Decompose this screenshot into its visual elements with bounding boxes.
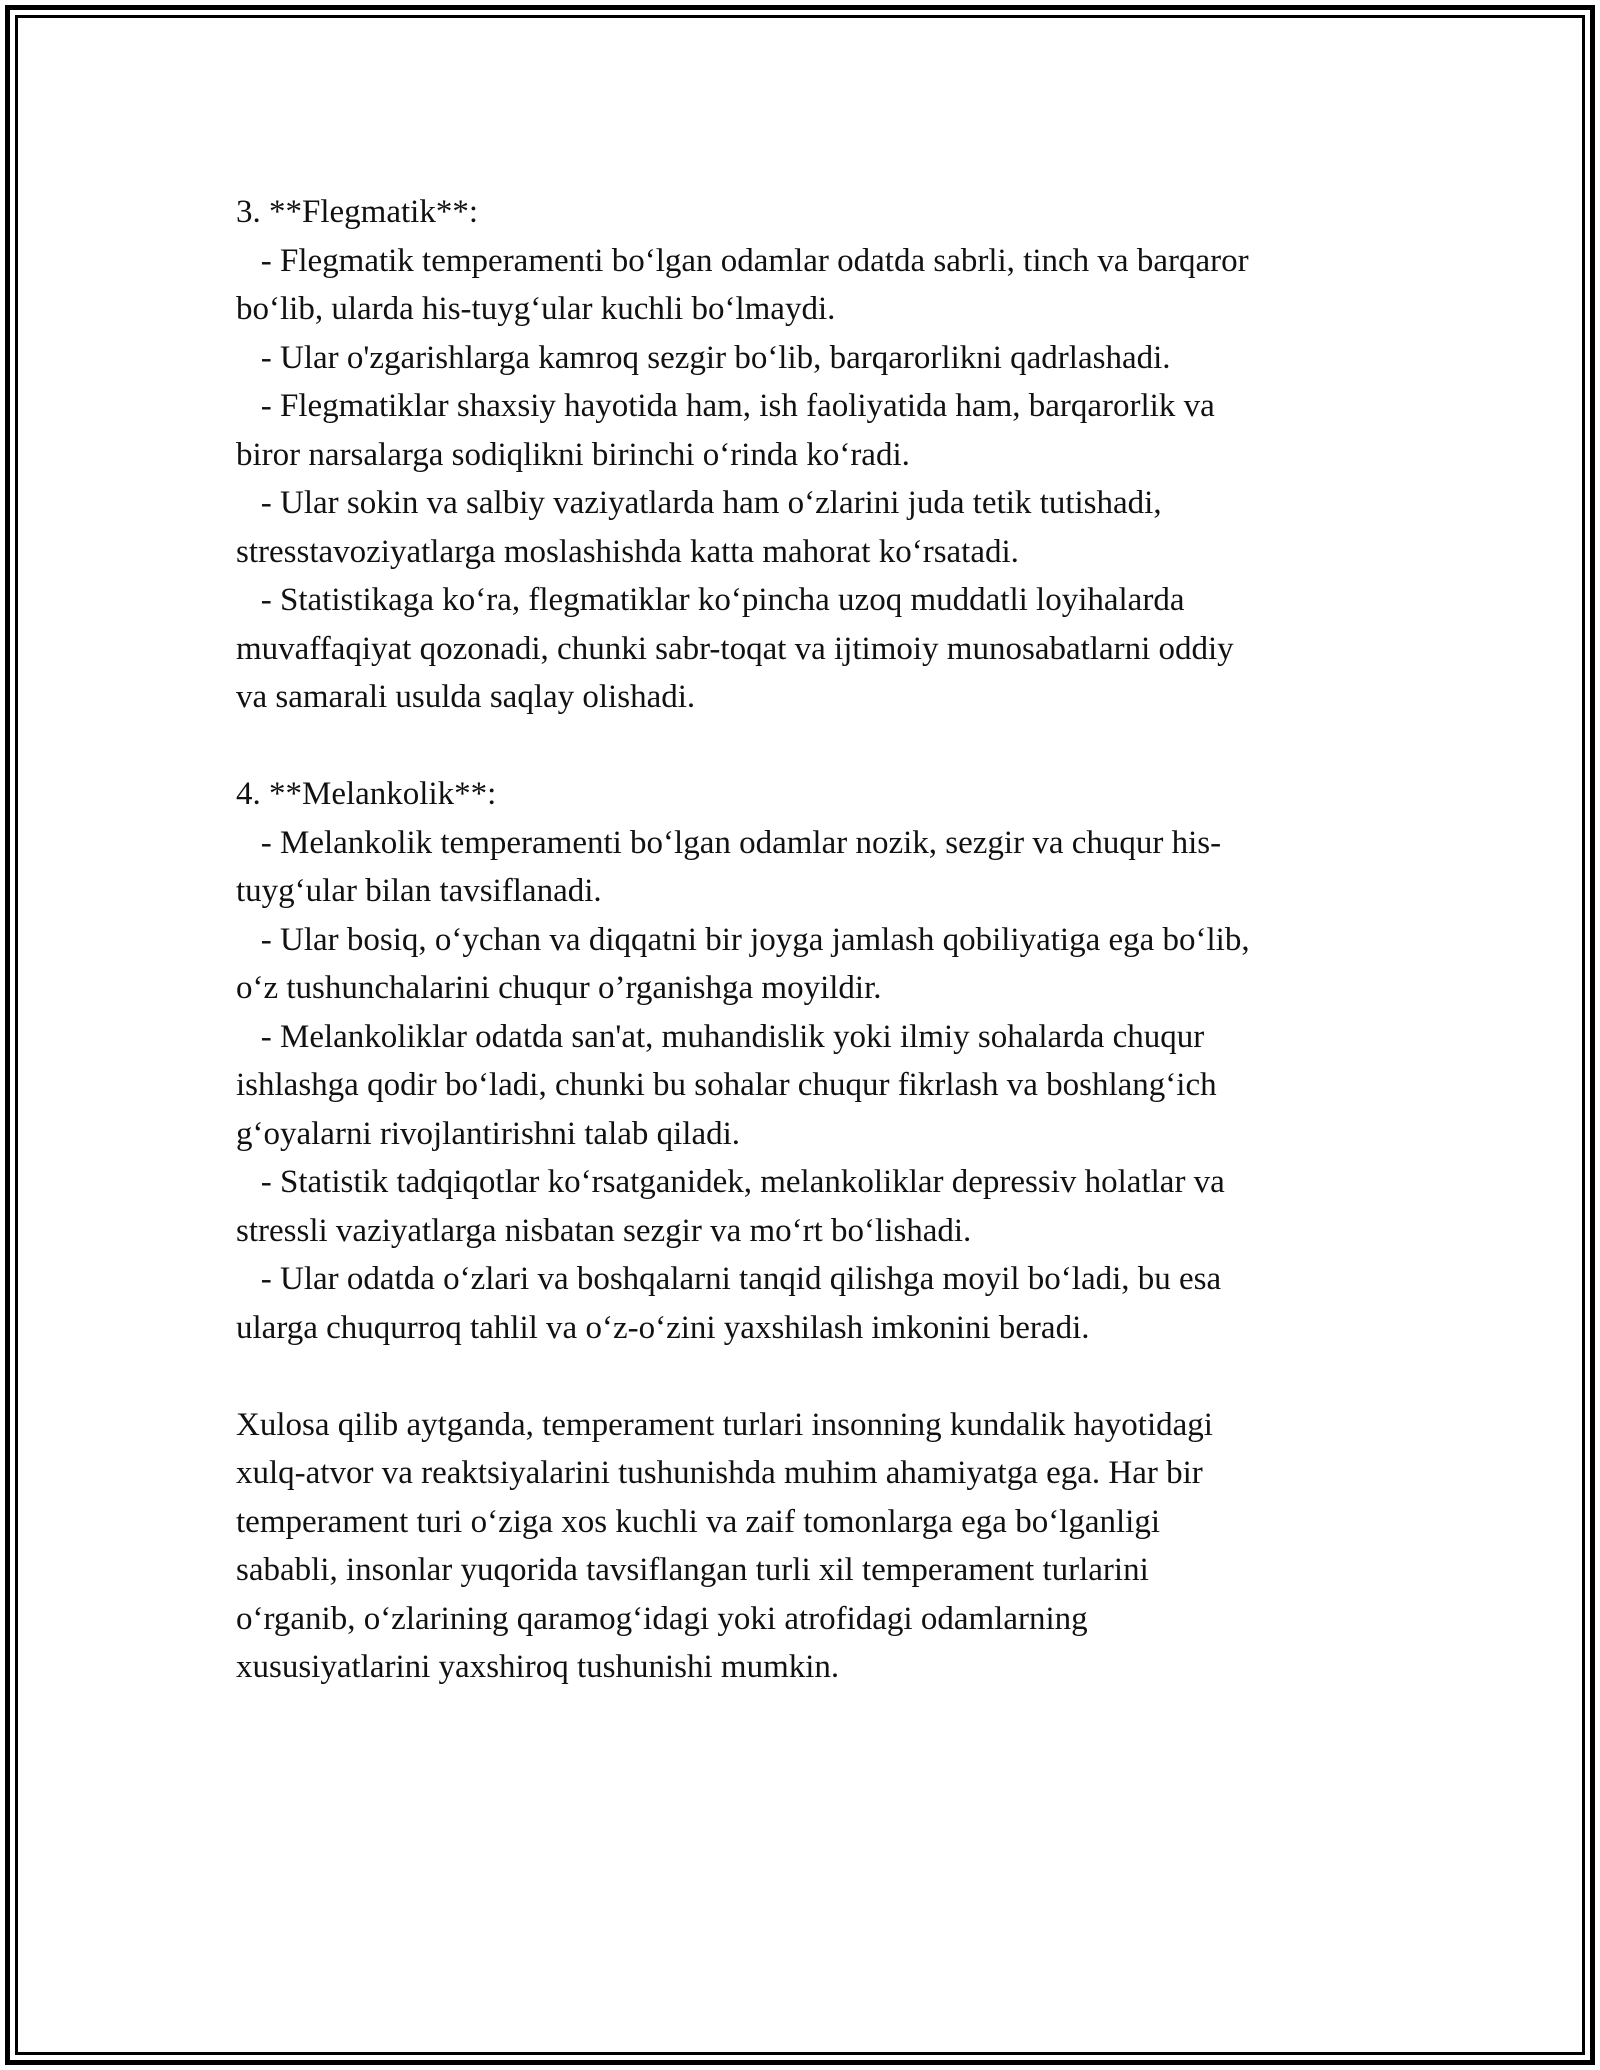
paragraph-line: sababli, insonlar yuqorida tavsiflangan turli xil temperament turlarini xyxy=(236,1552,1149,1588)
paragraph-line: - Statistik tadqiqotlar ko‘rsatganidek, melankoliklar depressiv holatlar va xyxy=(236,1164,1225,1200)
paragraph-line: o‘rganib, o‘zlarining qaramog‘idagi yoki atrofidagi odamlarning xyxy=(236,1600,1088,1637)
paragraph-line: o‘z tushunchalarini chuqur o’rganishga moyildir. xyxy=(236,970,882,1006)
paragraph-line: muvaffaqiyat qozonadi, chunki sabr-toqat va ijtimoiy munosabatlarni oddiy xyxy=(236,630,1234,667)
paragraph-line: - Ular sokin va salbiy vaziyatlarda ham o‘zlarini juda tetik tutishadi, xyxy=(236,485,1162,521)
paragraph-line: xususiyatlarini yaxshiroq tushunishi mumkin. xyxy=(236,1649,840,1685)
paragraph-line: - Flegmatik temperamenti bo‘lgan odamlar odatda sabrli, tinch va barqaror xyxy=(236,242,1249,279)
paragraph-line: stressli vaziyatlarga nisbatan sezgir va mo‘rt bo‘lishadi. xyxy=(236,1212,972,1249)
paragraph-line: bo‘lib, ularda his-tuyg‘ular kuchli bo‘lmaydi. xyxy=(236,291,836,327)
section-flegmatik xyxy=(236,188,1376,722)
paragraph-line: - Melankolik temperamenti bo‘lgan odamlar nozik, sezgir va chuqur his- xyxy=(236,824,1222,861)
paragraph-line: g‘oyalarni rivojlantirishni talab qiladi. xyxy=(236,1115,741,1152)
paragraph-gap xyxy=(236,1352,1376,1401)
section-melankolik xyxy=(236,770,1376,1352)
paragraph-line: - Ular odatda o‘zlari va boshqalarni tanqid qilishga moyil bo‘ladi, bu esa xyxy=(236,1261,1222,1297)
paragraph-line: tuyg‘ular bilan tavsiflanadi. xyxy=(236,873,602,909)
paragraph-line: temperament turi o‘ziga xos kuchli va zaif tomonlarga ega bo‘lganligi xyxy=(236,1503,1160,1540)
paragraph-line: xulq-atvor va reaktsiyalarini tushunishda muhim ahamiyatga ega. Har bir xyxy=(236,1455,1203,1491)
paragraph-gap xyxy=(236,722,1376,771)
section-heading: 3. **Flegmatik**: xyxy=(236,194,478,230)
paragraph-line: stresstavoziyatlarga moslashishda katta mahorat ko‘rsatadi. xyxy=(236,533,1019,570)
paragraph-line: - Melankoliklar odatda san'at, muhandislik yoki ilmiy sohalarda chuqur xyxy=(236,1018,1205,1055)
paragraph-line: biror narsalarga sodiqlikni birinchi o‘rinda ko‘radi. xyxy=(236,436,910,473)
paragraph-line: Xulosa qilib aytganda, temperament turlari insonning kundalik hayotidagi xyxy=(236,1406,1213,1443)
paragraph-line: - Ular o'zgarishlarga kamroq sezgir bo‘lib, barqarorlikni qadrlashadi. xyxy=(236,339,1171,376)
conclusion-paragraph xyxy=(236,1401,1376,1692)
paragraph-line: va samarali usulda saqlay olishadi. xyxy=(236,679,696,715)
paragraph-line: - Statistikaga ko‘ra, flegmatiklar ko‘pincha uzoq muddatli loyihalarda xyxy=(236,582,1185,618)
paragraph-line: - Ular bosiq, o‘ychan va diqqatni bir joyga jamlash qobiliyatiga ega bo‘lib, xyxy=(236,921,1250,958)
paragraph-line: ularga chuqurroq tahlil va o‘z-o‘zini yaxshilash imkonini beradi. xyxy=(236,1309,1090,1346)
paragraph-line: ishlashga qodir bo‘ladi, chunki bu sohalar chuqur fikrlash va boshlang‘ich xyxy=(236,1067,1217,1103)
section-heading: 4. **Melankolik**: xyxy=(236,776,497,812)
document-body xyxy=(236,188,1376,1692)
paragraph-line: - Flegmatiklar shaxsiy hayotida ham, ish faoliyatida ham, barqarorlik va xyxy=(236,388,1215,424)
